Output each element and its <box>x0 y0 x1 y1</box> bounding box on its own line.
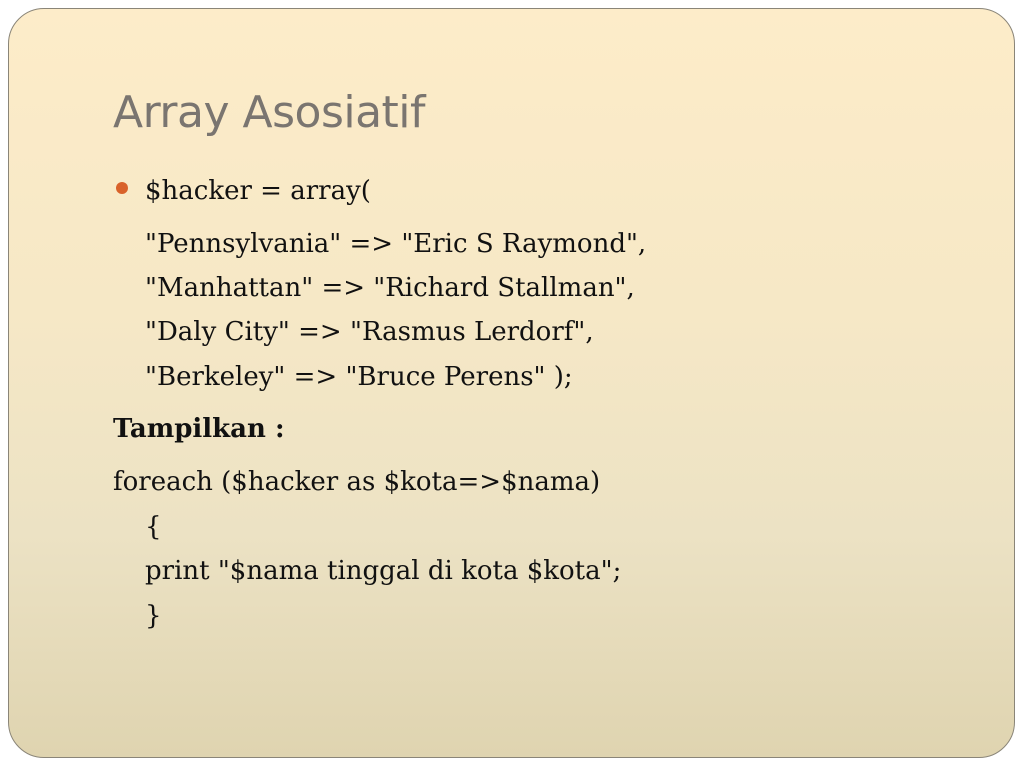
slide-body <box>9 9 1014 757</box>
slide <box>8 8 1015 758</box>
array-line-4: "Berkeley" => "Bruce Perens" ); <box>145 362 573 392</box>
array-line-2: "Manhattan" => "Richard Stallman", <box>145 273 635 303</box>
slide-title: Array Asosiatif <box>113 87 426 138</box>
array-line-1: "Pennsylvania" => "Eric S Raymond", <box>145 229 647 259</box>
code-line-1: foreach ($hacker as $kota=>$nama) <box>113 467 601 497</box>
array-line-3: "Daly City" => "Rasmus Lerdorf", <box>145 317 594 347</box>
code-line-4: } <box>145 601 162 631</box>
code-line-3: print "$nama tinggal di kota $kota"; <box>145 556 622 586</box>
bullet-text: $hacker = array( <box>145 176 371 206</box>
bullet-icon <box>116 182 128 194</box>
code-line-2: { <box>145 512 162 542</box>
subheading: Tampilkan : <box>113 414 285 444</box>
